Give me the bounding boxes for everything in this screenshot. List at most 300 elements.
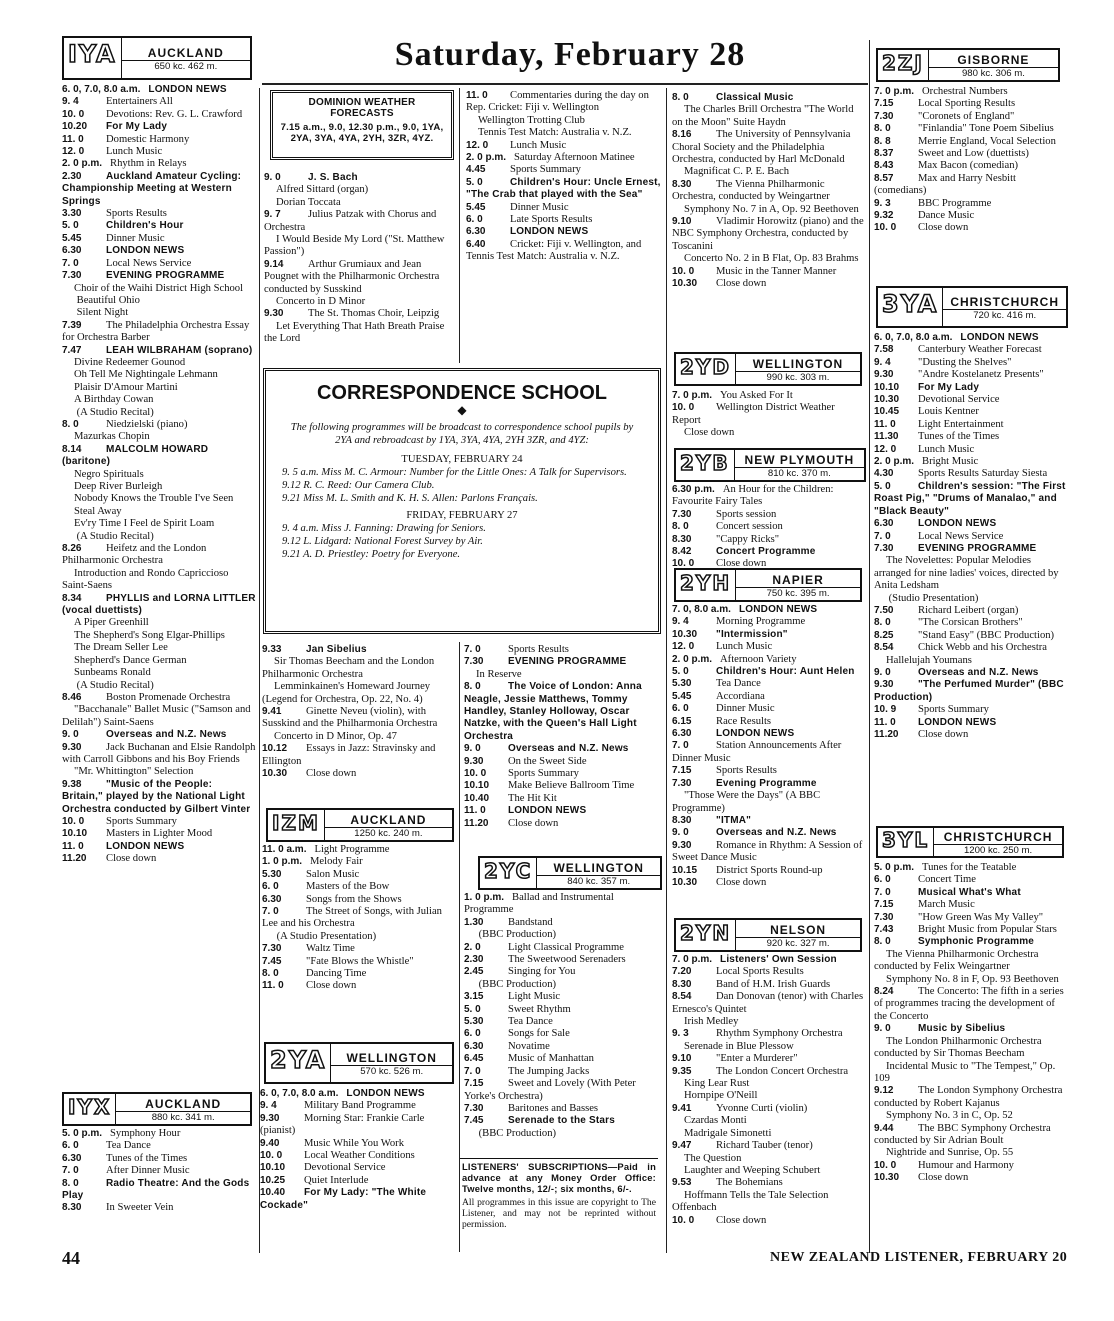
column-divider (259, 88, 260, 1253)
schedule-time: 4.45 (466, 164, 486, 176)
schedule-text: Light Programme (314, 844, 390, 855)
schedule-item (62, 779, 256, 816)
schedule-item (464, 793, 662, 805)
schedule-text: Max Bacon (comedian) (918, 160, 1019, 172)
schedule-time: 7.30 (874, 110, 894, 122)
schedule-text: Introduction and Rondo Capriccioso Saint-Saens (62, 567, 229, 592)
schedule-item (260, 1150, 456, 1162)
schedule-item (672, 216, 866, 253)
schedule-time: 9.41 (672, 1102, 692, 1114)
schedule-text: Shepherd's Dance German (74, 654, 187, 666)
schedule-text: March Music (918, 899, 975, 911)
schedule-text: Yvonne Curti (violin) (716, 1102, 808, 1114)
schedule-text: Symphony No. 7 in A, Op. 92 Beethoven (684, 203, 859, 215)
schedule-item (262, 869, 456, 881)
schedule-item (672, 790, 866, 815)
schedule-text: "Finlandia" Tone Poem Sibelius (918, 123, 1054, 135)
schedule-item (466, 177, 664, 202)
schedule-time: 9. 4 (672, 616, 689, 628)
schedule-text: LONDON NEWS (918, 716, 997, 728)
col-2ya-top (264, 172, 456, 346)
schedule-item (62, 1202, 256, 1214)
schedule-item (262, 856, 456, 868)
schedule-text: Saturday Afternoon Matinee (514, 152, 635, 164)
station-call-sign: 3YA (882, 290, 939, 318)
schedule-text: Tea Dance (106, 1140, 151, 1152)
schedule-time: 11.30 (874, 431, 899, 443)
schedule-item (464, 1128, 662, 1140)
schedule-text: LONDON NEWS (508, 805, 587, 817)
schedule-text: Baritones and Basses (508, 1102, 599, 1114)
schedule-text: "ITMA" (716, 814, 752, 826)
schedule-item (262, 968, 456, 980)
schedule-time: 7. 0 (464, 644, 481, 655)
column-divider (869, 40, 870, 1253)
schedule-item (62, 1140, 256, 1152)
schedule-time: 7. 0 p.m. (874, 86, 915, 97)
schedule-text: Close down (508, 817, 559, 829)
schedule-time: 7. 0 p.m. (672, 390, 713, 401)
schedule-item (672, 629, 866, 641)
schedule-text: Sweet and Low (duettists) (918, 148, 1029, 160)
schedule-item (464, 1041, 662, 1053)
schedule-text: Wellington Trotting Club (478, 114, 585, 126)
schedule-text: Close down (106, 853, 157, 865)
schedule-text: After Dinner Music (106, 1165, 190, 1177)
station-city: AUCKLAND (350, 813, 427, 827)
station-call-sign: 3YL (882, 828, 930, 852)
correspondence-item: 9.12 L. Lidgard: National Forest Survey by Air. (282, 536, 483, 547)
schedule-time: 9.30 (672, 839, 692, 851)
schedule-text: The Question (684, 1152, 742, 1164)
schedule-text: Sports Summary (106, 815, 177, 827)
schedule-text: Music of Manhattan (508, 1053, 594, 1065)
station-city: AUCKLAND (147, 46, 224, 60)
station-city: WELLINGTON (752, 357, 844, 371)
schedule-time: 11. 0 (464, 805, 486, 817)
schedule-item (874, 111, 1070, 123)
schedule-text: Canterbury Weather Forecast (918, 344, 1042, 356)
schedule-text: Children's Hour (106, 220, 184, 232)
schedule-item (466, 214, 664, 226)
schedule-item (464, 991, 662, 1003)
schedule-time: 5. 0 (464, 1003, 481, 1015)
schedule-time: 9.30 (874, 369, 894, 381)
schedule-item (466, 202, 664, 214)
station-frequency: 840 kc. 357 m. (537, 875, 660, 887)
schedule-time: 8. 0 (874, 936, 891, 948)
schedule-text: Sunbeams Ronald (74, 667, 151, 679)
schedule-item (672, 534, 866, 546)
schedule-text: Humour and Harmony (918, 1159, 1014, 1171)
schedule-time: 9.33 (262, 644, 282, 655)
correspondence-friday-heading: FRIDAY, FEBRUARY 27 (406, 510, 518, 521)
schedule-time: 9. 0 (672, 827, 689, 839)
schedule-time: 6. 0 (874, 874, 891, 886)
schedule-item (672, 1016, 866, 1028)
schedule-text: "Coronets of England" (918, 110, 1015, 122)
schedule-item (874, 1172, 1070, 1184)
schedule-time: 10. 0 (672, 558, 695, 570)
schedule-time: 11. 0 (874, 716, 896, 728)
schedule-time: 1.30 (464, 916, 484, 928)
correspondence-item: 9.12 R. C. Reed: Our Camera Club. (282, 480, 435, 491)
schedule-item (62, 84, 256, 96)
schedule-text: "Dusting the Shelves" (918, 356, 1012, 368)
schedule-time: 6.45 (464, 1053, 484, 1065)
schedule-time: 6. 0 (464, 1028, 481, 1040)
schedule-text: Hornpipe O'Neill (684, 1090, 758, 1102)
schedule-item (874, 394, 1070, 406)
schedule-text: (BBC Production) (476, 978, 557, 990)
station-2yn-header (674, 918, 862, 952)
schedule-item (874, 210, 1070, 222)
schedule-time: 10.25 (260, 1174, 286, 1186)
schedule-text: Oh Tell Me Nightingale Lehmann (74, 369, 218, 381)
schedule-text: LONDON NEWS (716, 728, 795, 740)
schedule-time: 6.30 (62, 245, 82, 257)
schedule-item (62, 828, 256, 840)
schedule-item (262, 881, 456, 893)
schedule-text: Jan Sibelius (306, 644, 367, 655)
schedule-item (874, 1123, 1070, 1148)
schedule-text: An Hour for the Children: Favourite Fairy Tales (672, 484, 834, 508)
schedule-item (672, 604, 866, 616)
schedule-item (874, 862, 1070, 874)
schedule-time: 6. 0, 7.0, 8.0 a.m. (62, 84, 141, 95)
station-frequency: 570 kc. 526 m. (331, 1065, 452, 1077)
schedule-text: Military Band Programme (304, 1100, 416, 1112)
schedule-item (672, 765, 866, 777)
schedule-time: 3.15 (464, 991, 484, 1003)
schedule-text: The Vienna Philharmonic Orchestra conducted by Felix Weingartner (874, 948, 1039, 973)
schedule-item (62, 543, 256, 568)
schedule-text: Masters in Lighter Mood (106, 828, 213, 840)
schedule-text: Dinner Music (716, 703, 775, 715)
schedule-item (874, 173, 1070, 198)
schedule-text: Children's Hour: Uncle Ernest, "The Crab that played with the Sea" (466, 176, 661, 201)
schedule-item (672, 546, 866, 558)
station-call-sign: 2YH (680, 571, 732, 595)
correspondence-item: 9. 5 a.m. Miss M. C. Armour: Number for the Little Ones: A Talk for Supervisors. (282, 467, 627, 478)
schedule-text: Songs for Sale (508, 1028, 570, 1040)
schedule-item (62, 407, 256, 419)
schedule-time: 7.30 (262, 943, 282, 955)
weather-box-title: DOMINION WEATHER FORECASTS (308, 97, 416, 119)
schedule-text: Sports Summary (510, 164, 581, 176)
schedule-item (62, 593, 256, 618)
col-2ya-mid (262, 644, 456, 780)
schedule-text: Concert Time (918, 874, 976, 886)
schedule-item (62, 220, 256, 232)
station-city: GISBORNE (957, 53, 1030, 67)
schedule-text: LONDON NEWS (918, 518, 997, 530)
schedule-item (672, 509, 866, 521)
column-divider (459, 88, 460, 363)
schedule-item (874, 655, 1070, 667)
schedule-item (62, 171, 256, 208)
schedule-text: Station Announcements After Dinner Music (672, 740, 842, 764)
schedule-item (62, 729, 256, 741)
schedule-text: PHYLLIS and LORNA LITTLER (vocal duettists) (62, 592, 256, 617)
schedule-item (62, 121, 256, 133)
schedule-item (672, 179, 866, 204)
schedule-text: Let Everything That Hath Breath Praise the Lord (264, 320, 445, 345)
schedule-time: 7. 0 (874, 530, 891, 542)
schedule-item (464, 1028, 662, 1040)
col-1ya (62, 84, 256, 866)
schedule-text: Ev'ry Time I Feel de Spirit Loam (74, 518, 215, 530)
schedule-time: 7. 0 p.m. (672, 954, 713, 965)
schedule-time: 11. 0 (262, 980, 284, 992)
schedule-text: Silent Night (74, 307, 129, 319)
schedule-item (874, 642, 1070, 654)
schedule-time: 7.15 (464, 1078, 484, 1090)
schedule-time: 2. 0 p.m. (62, 158, 103, 170)
schedule-text: Bright Music (922, 456, 979, 468)
schedule-text: Devotional Service (918, 394, 1000, 406)
schedule-text: District Sports Round-up (716, 864, 823, 876)
station-call-sign: IYX (68, 1095, 112, 1119)
schedule-text: "Fate Blows the Whistle" (306, 955, 414, 967)
schedule-item (262, 706, 456, 731)
schedule-text: Merrie England, Vocal Selection (918, 135, 1056, 147)
schedule-time: 5. 0 (672, 666, 689, 678)
schedule-text: The London Concert Orchestra (716, 1065, 849, 1077)
schedule-text: Lunch Music (918, 443, 975, 455)
schedule-item (874, 222, 1070, 234)
schedule-time: 8.34 (62, 592, 82, 604)
schedule-item (672, 402, 866, 427)
schedule-time: 9.30 (264, 308, 284, 320)
schedule-text: The Street of Songs, with Julian Lee and his Orchestra (262, 906, 442, 930)
schedule-time: 6. 0, 7.0, 8.0 a.m. (260, 1088, 339, 1099)
schedule-time: 9. 4 (874, 356, 891, 368)
schedule-text: Concert session (716, 521, 783, 533)
schedule-time: 12. 0 (62, 146, 85, 158)
schedule-item (874, 160, 1070, 172)
schedule-text: Tunes of the Times (918, 431, 1000, 443)
schedule-text: Steal Away (74, 505, 122, 517)
schedule-text: LONDON NEWS (106, 245, 185, 257)
schedule-item (672, 840, 866, 865)
schedule-text: Music in the Tanner Manner (716, 265, 837, 277)
schedule-time: 9.40 (260, 1137, 280, 1149)
schedule-time: 7.30 (464, 1102, 484, 1114)
schedule-item (672, 1066, 866, 1078)
schedule-text: Lunch Music (716, 641, 773, 653)
schedule-item (874, 136, 1070, 148)
schedule-item (464, 942, 662, 954)
schedule-item (874, 419, 1070, 431)
schedule-item (874, 912, 1070, 924)
schedule-text: The Concerto: The fifth in a series of programmes tracing the development of the Concerto (874, 986, 1064, 1022)
schedule-text: Tennis Test Match: Australia v. N.Z. (478, 127, 632, 139)
schedule-text: Sports session (716, 508, 777, 520)
schedule-item (464, 917, 662, 929)
schedule-time: 9. 0 (874, 1023, 891, 1035)
schedule-item (262, 731, 456, 743)
schedule-item (264, 197, 456, 209)
schedule-text: Alfred Sittard (organ) (276, 184, 369, 196)
schedule-time: 7.43 (874, 924, 894, 936)
schedule-time: 7.45 (262, 955, 282, 967)
schedule-time: 9.30 (260, 1112, 280, 1124)
schedule-time: 6. 0, 7.0, 8.0 a.m. (874, 332, 953, 343)
publication-footer: NEW ZEALAND LISTENER, FEBRUARY 20 (770, 1250, 1068, 1265)
schedule-time: 2. 0 p.m. (672, 653, 713, 665)
schedule-item (264, 296, 456, 308)
schedule-time: 9.35 (672, 1065, 692, 1077)
schedule-time: 9.12 (874, 1085, 894, 1097)
schedule-time: 8. 0 (672, 92, 689, 103)
schedule-item (672, 1153, 866, 1165)
schedule-item (62, 96, 256, 108)
schedule-time: 9.47 (672, 1140, 692, 1152)
col-2yc-evening (672, 92, 866, 291)
col-2yn (672, 954, 866, 1227)
station-frequency: 990 kc. 303 m. (736, 371, 860, 383)
schedule-item (62, 853, 256, 865)
schedule-time: 9. 0 (464, 743, 481, 755)
schedule-time: 7.30 (672, 777, 692, 789)
schedule-text: LONDON NEWS (106, 840, 185, 852)
station-1zm-header (266, 808, 454, 842)
schedule-time: 10.30 (672, 628, 698, 640)
schedule-item (62, 431, 256, 443)
schedule-item (672, 979, 866, 991)
col-1zm (262, 844, 456, 993)
schedule-text: Julius Patzak with Chorus and Orchestra (264, 209, 437, 233)
station-call-sign: 2ZJ (882, 51, 924, 75)
schedule-item (672, 666, 866, 678)
schedule-time: 8.30 (672, 178, 692, 190)
schedule-text: Deep River Burleigh (74, 481, 163, 492)
schedule-text: Afternoon Variety (720, 653, 797, 665)
schedule-item (672, 678, 866, 690)
station-city: CHRISTCHURCH (943, 830, 1053, 844)
schedule-item (62, 245, 256, 257)
schedule-text: Hoffmann Tells the Tale Selection Offenbach (672, 1189, 829, 1214)
schedule-time: 9. 4 (62, 96, 79, 108)
schedule-time: 7.58 (874, 344, 894, 356)
schedule-text: Close down (684, 427, 735, 439)
schedule-time: 7. 0, 8.0 a.m. (672, 604, 731, 615)
schedule-text: Richard Tauber (tenor) (716, 1140, 813, 1152)
schedule-text: Sweet Rhythm (508, 1003, 571, 1015)
correspondence-item: 9.21 A. D. Priestley: Poetry for Everyone. (282, 549, 461, 560)
schedule-time: 10.20 (62, 121, 88, 133)
schedule-item (874, 593, 1070, 605)
schedule-item (264, 209, 456, 234)
schedule-item (874, 518, 1070, 530)
schedule-item (62, 841, 256, 853)
schedule-text: The Dream Seller Lee (74, 642, 168, 654)
station-2yh-header (674, 568, 862, 602)
schedule-text: J. S. Bach (308, 172, 358, 183)
schedule-item (672, 865, 866, 877)
schedule-time: 8.14 (62, 443, 82, 455)
schedule-time: 8. 8 (874, 135, 891, 147)
schedule-item (672, 1128, 866, 1140)
schedule-text: Chick Webb and his Orchestra (918, 642, 1047, 654)
schedule-time: 9.30 (874, 679, 894, 691)
schedule-time: 10.10 (62, 828, 88, 840)
schedule-time: 12. 0 (466, 139, 489, 151)
schedule-item (62, 1128, 256, 1140)
schedule-text: In Sweeter Vein (106, 1202, 174, 1214)
schedule-text: Lemminkainen's Homeward Journey (Legend for Orchestra, Op. 22, No. 4) (262, 681, 431, 705)
schedule-time: 7.45 (464, 1115, 484, 1127)
schedule-item (466, 164, 664, 176)
schedule-time: 7.30 (62, 270, 82, 282)
schedule-item (874, 1147, 1070, 1159)
station-frequency: 1250 kc. 240 m. (325, 827, 452, 839)
schedule-time: 7. 0 (672, 740, 689, 752)
schedule-time: 7. 0 (464, 1065, 481, 1077)
schedule-text: Mazurkas Chopin (74, 431, 150, 443)
schedule-time: 5.30 (262, 868, 282, 880)
schedule-text: Local Weather Conditions (304, 1150, 415, 1162)
schedule-text: Morning Star: Frankie Carle (pianist) (260, 1112, 425, 1137)
schedule-item (62, 692, 256, 704)
station-1yx-header (62, 1092, 252, 1126)
station-frequency: 750 kc. 395 m. (736, 587, 860, 599)
station-frequency: 980 kc. 306 m. (929, 67, 1058, 79)
schedule-item (874, 679, 1070, 704)
schedule-item (874, 1023, 1070, 1035)
schedule-text: Local News Service (106, 257, 192, 269)
schedule-time: 2. 0 (464, 941, 481, 953)
schedule-time: 7. 0 (262, 906, 279, 918)
station-3ya-header (876, 286, 1068, 328)
schedule-text: (A Studio Recital) (74, 406, 154, 418)
schedule-text: Melody Fair (310, 856, 363, 868)
schedule-item (672, 815, 866, 827)
schedule-text: "Mr. Whittington" Selection (74, 766, 194, 778)
schedule-text: The University of Pennsylvania Choral Society and the Philadelphia Orchestra, conducted by Harl McDonald (672, 129, 851, 166)
schedule-item (672, 1215, 866, 1227)
schedule-item (262, 956, 456, 968)
schedule-text: Sir Thomas Beecham and the London Philharmonic Orchestra (262, 656, 435, 680)
schedule-text: The Philadelphia Orchestra Essay for Orchestra Barber (62, 319, 250, 344)
schedule-item (672, 204, 866, 216)
schedule-text: Musical What's What (918, 886, 1021, 898)
schedule-item (672, 728, 866, 740)
schedule-item (464, 756, 662, 768)
schedule-text: Evening Programme (716, 777, 817, 789)
schedule-time: 8.57 (874, 172, 894, 184)
schedule-time: 9. 0 (264, 172, 281, 183)
schedule-text: Overseas and N.Z. News (508, 743, 629, 755)
schedule-text: Music While You Work (304, 1137, 404, 1149)
schedule-time: 7.15 (874, 899, 894, 911)
schedule-item (874, 1085, 1070, 1110)
schedule-text: Nobody Knows the Trouble I've Seen (74, 493, 234, 505)
schedule-text: Tunes for the Teatable (922, 862, 1017, 873)
schedule-item (260, 1100, 456, 1112)
schedule-text: Sports Results Saturday Siesta (918, 468, 1048, 480)
schedule-text: On the Sweet Side (508, 755, 587, 767)
schedule-text: Max and Harry Nesbitt (comedians) (874, 172, 1016, 197)
schedule-time: 10. 0 (62, 108, 85, 120)
schedule-text: The Bohemians (716, 1177, 783, 1189)
station-frequency: 720 kc. 416 m. (943, 309, 1066, 321)
schedule-item (874, 382, 1070, 394)
schedule-time: 10.12 (262, 743, 288, 755)
schedule-text: BBC Programme (918, 197, 992, 209)
schedule-item (62, 134, 256, 146)
